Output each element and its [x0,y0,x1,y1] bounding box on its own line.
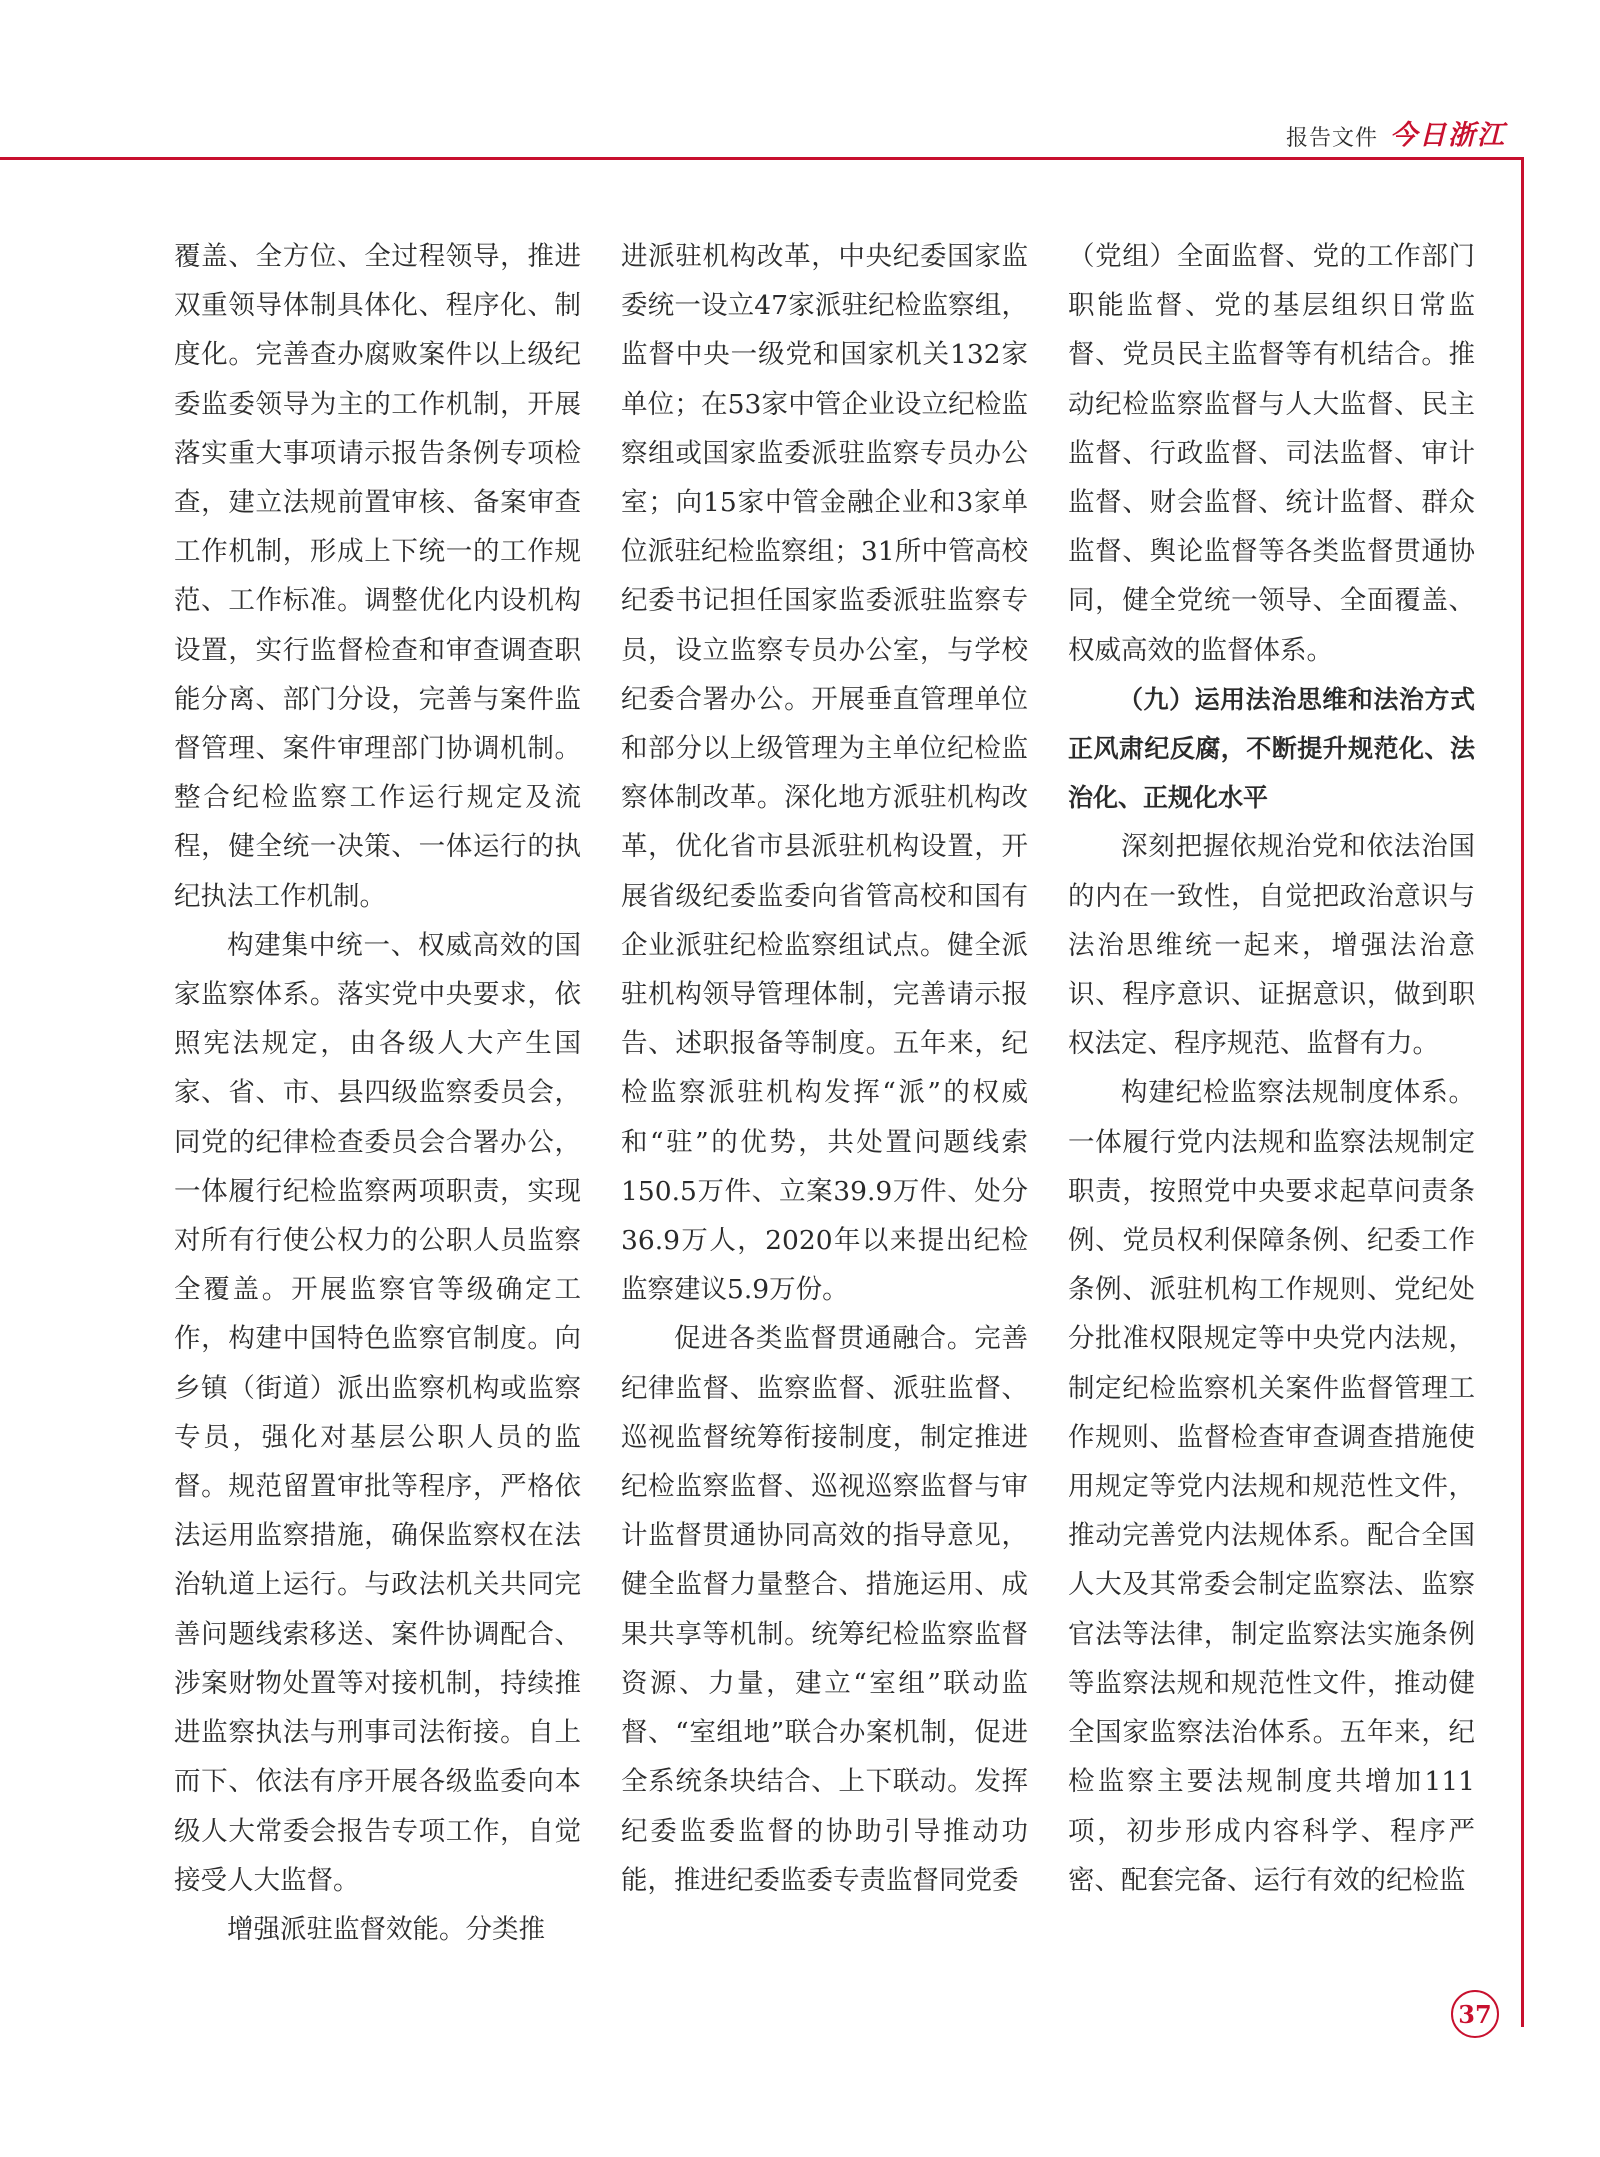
page-number: 37 [1451,1990,1499,2038]
paragraph: 促进各类监督贯通融合。完善纪律监督、监察监督、派驻监督、巡视监督统筹衔接制度，制定推进纪检监察监督、巡视巡察监督与审计监督贯通协同高效的指导意见，健全监督力量整合、措施运用、成果共享等机制。统筹纪检监察监督资源、力量，建立“室组”联动监督、“室组地”联合办案机制，促进全系统条块结合、上下联动。发挥纪委监委监督的协助引导推动功能，推进纪委监委专责监督同党委 [621,1323,1028,1896]
section-label: 报告文件 [1285,126,1378,151]
text-column-3 [1068,232,1475,1962]
text-column-1 [174,232,581,1962]
right-rule [1521,157,1524,2027]
text-column-2 [621,232,1028,1962]
section-heading: （九）运用法治思维和法治方式正风肃纪反腐，不断提升规范化、法治化、正规化水平 [1068,684,1475,813]
paragraph: 深刻把握依规治党和依法治国的内在一致性，自觉把政治意识与法治思维统一起来，增强法治意识、程序意识、证据意识，做到职权法定、程序规范、监督有力。 [1068,831,1475,1060]
paragraph: （党组）全面监督、党的工作部门职能监督、党的基层组织日常监督、党员民主监督等有机结合。推动纪检监察监督与人大监督、民主监督、行政监督、司法监督、审计监督、财会监督、统计监督、群众监督、舆论监督等各类监督贯通协同，健全党统一领导、全面覆盖、权威高效的监督体系。 [1068,241,1475,666]
paragraph: 构建纪检监察法规制度体系。一体履行党内法规和监察法规制定职责，按照党中央要求起草问责条例、党员权利保障条例、纪委工作条例、派驻机构工作规则、党纪处分批准权限规定等中央党内法规，制定纪检监察机关案件监督管理工作规则、监督检查审查调查措施使用规定等党内法规和规范性文件，推动完善党内法规体系。配合全国人大及其常委会制定监察法、监察官法等法律，制定监察法实施条例等监察法规和规范性文件，推动健全国家监察法治体系。五年来，纪检监察主要法规制度共增加111项，初步形成内容科学、程序严密、配套完备、运行有效的纪检监 [1068,1077,1475,1896]
paragraph: 增强派驻监督效能。分类推 [227,1913,545,1945]
running-header [1286,116,1506,152]
magazine-logo: 今日浙江 [1390,120,1506,151]
top-rule [0,157,1524,160]
paragraph: 构建集中统一、权威高效的国家监察体系。落实党中央要求，依照宪法规定，由各级人大产生国家、省、市、县四级监察委员会，同党的纪律检查委员会合署办公，一体履行纪检监察两项职责，实现对所有行使公权力的公职人员监察全覆盖。开展监察官等级确定工作，构建中国特色监察官制度。向乡镇（街道）派出监察机构或监察专员，强化对基层公职人员的监督。规范留置审批等程序，严格依法运用监察措施，确保监察权在法治轨道上运行。与政法机关共同完善问题线索移送、案件协调配合、涉案财物处置等对接机制，持续推进监察执法与刑事司法衔接。自上而下、依法有序开展各级监委向本级人大常委会报告专项工作，自觉接受人大监督。 [174,929,581,1896]
paragraph: 覆盖、全方位、全过程领导，推进双重领导体制具体化、程序化、制度化。完善查办腐败案件以上级纪委监委领导为主的工作机制，开展落实重大事项请示报告条例专项检查，建立法规前置审核、备案审查工作机制，形成上下统一的工作规范、工作标准。调整优化内设机构设置，实行监督检查和审查调查职能分离、部门分设，完善与案件监督管理、案件审理部门协调机制。整合纪检监察工作运行规定及流程，健全统一决策、一体运行的执纪执法工作机制。 [174,241,581,912]
paragraph: 进派驻机构改革，中央纪委国家监委统一设立47家派驻纪检监察组，监督中央一级党和国家机关132家单位；在53家中管企业设立纪检监察组或国家监委派驻监察专员办公室；向15家中管金融企业和3家单位派驻纪检监察组；31所中管高校纪委书记担任国家监委派驻监察专员，设立监察专员办公室，与学校纪委合署办公。开展垂直管理单位和部分以上级管理为主单位纪检监察体制改革。深化地方派驻机构改革，优化省市县派驻机构设置，开展省级纪委监委向省管高校和国有企业派驻纪检监察组试点。健全派驻机构领导管理体制，完善请示报告、述职报备等制度。五年来，纪检监察派驻机构发挥“派”的权威和“驻”的优势，共处置问题线索150.5万件、立案39.9万件、处分36.9万人，2020年以来提出纪检监察建议5.9万份。 [621,241,1028,1306]
